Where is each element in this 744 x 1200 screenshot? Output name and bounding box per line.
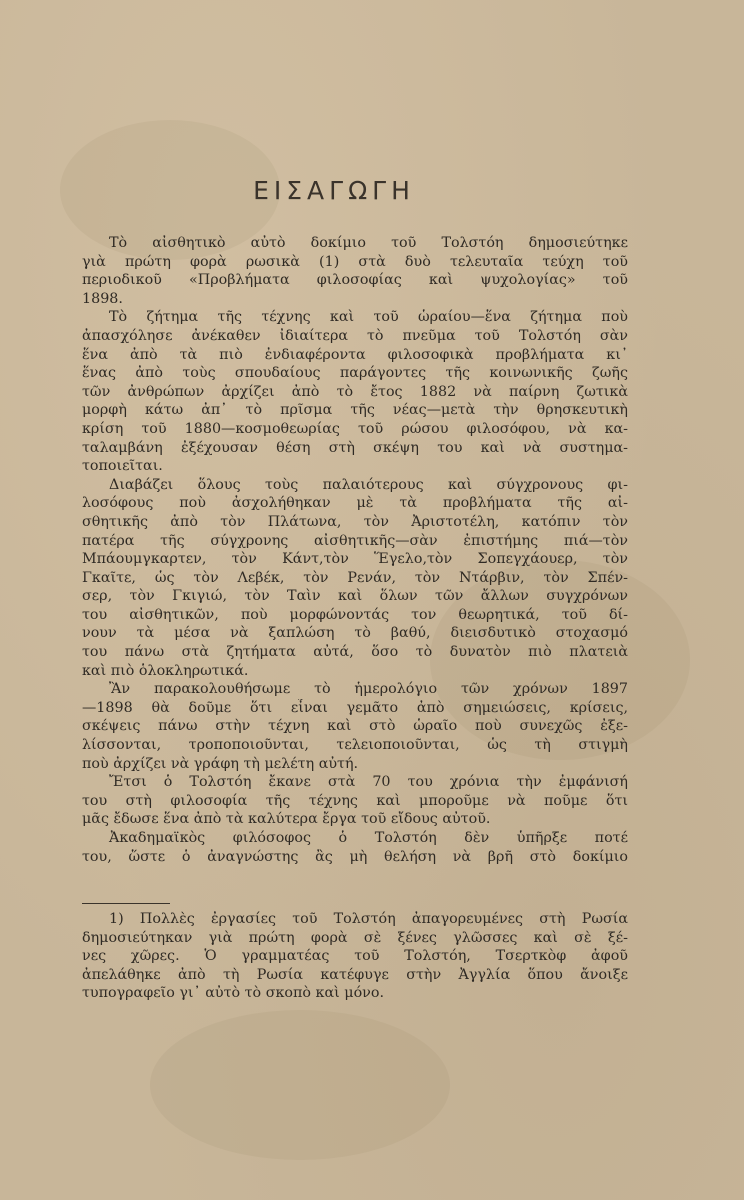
text-line: Ἔτσι ὁ Τολστόη ἔκανε στὰ 70 του χρόνια τὴν ἐμφάνισή: [109, 774, 628, 791]
text-line: σκέψεις πάνω στὴν τέχνη καὶ στὸ ὡραῖο ποὺ συνεχῶς ἐξε-: [82, 718, 628, 735]
text-line: Ἂν παρακολουθήσωμε τὸ ἡμερολόγιο τῶν χρόνων 1897: [109, 681, 628, 698]
footnote-line: νες χῶρες. Ὁ γραμματέας τοῦ Τολστόη, Τσερτκὸφ ἀφοῦ: [82, 948, 628, 965]
text-line: —1898 θὰ δοῦμε ὅτι εἶναι γεμᾶτο ἀπὸ σημειώσεις, κρίσεις,: [82, 699, 628, 716]
text-line: κρίση τοῦ 1880—κοσμοθεωρίας τοῦ ρώσου φιλοσόφου, νὰ κα-: [82, 420, 628, 437]
text-line: Τὸ ζήτημα τῆς τέχνης καὶ τοῦ ὡραίου—ἕνα ζήτημα ποὺ: [109, 309, 628, 326]
text-line: νουν τὰ μέσα νὰ ξαπλώση τὸ βαθύ, διεισδυτικὸ στοχασμό: [82, 625, 628, 642]
text-line: Τὸ αἰσθητικὸ αὐτὸ δοκίμιο τοῦ Τολστόη δημοσιεύτηκε: [109, 235, 628, 251]
footnote-line: ἀπελάθηκε ἀπὸ τὴ Ρωσία κατέφυγε στὴν Ἀγγλία ὅπου ἄνοιξε: [82, 966, 628, 983]
text-line: του πάνω στὰ ζητήματα αὐτά, ὅσο τὸ δυνατὸν πιὸ πλατειὰ: [82, 644, 628, 661]
text-line: ἀπασχόλησε ἀνέκαθεν ἰδιαίτερα τὸ πνεῦμα τοῦ Τολστόη σὰν: [82, 327, 628, 344]
text-line: του, ὥστε ὁ ἀναγνώστης ἂς μὴ θελήση νὰ βρῆ στὸ δοκίμιο: [82, 848, 628, 865]
text-line: τοποιεῖται.: [82, 458, 163, 475]
text-line: Ἀκαδημαϊκὸς φιλόσοφος ὁ Τολστόη δὲν ὑπῆρξε ποτέ: [109, 830, 628, 846]
text-line: του αἰσθητικῶν, ποὺ μορφώνοντάς τον θεωρητικά, τοῦ δί-: [82, 606, 628, 623]
main-text: [82, 234, 628, 866]
text-line: ποὺ ἀρχίζει νὰ γράφη τὴ μελέτη αὐτή.: [82, 755, 359, 772]
text-line: μᾶς ἔδωσε ἕνα ἀπὸ τὰ καλύτερα ἔργα τοῦ εἴδους αὐτοῦ.: [82, 811, 491, 828]
text-line: 1898.: [82, 290, 123, 307]
text-line: καὶ πιὸ ὁλοκληρωτικά.: [82, 662, 249, 679]
paper-stain: [150, 1010, 450, 1160]
text-line: ἕνα ἀπὸ τὰ πιὸ ἐνδιαφέροντα φιλοσοφικὰ προβλήματα κι᾽: [82, 346, 628, 363]
text-line: ἕνας ἀπὸ τοὺς σπουδαίους παράγοντες τῆς κοινωνικῆς ζωῆς: [82, 365, 628, 382]
text-line: σθητικῆς ἀπὸ τὸν Πλάτωνα, τὸν Ἀριστοτέλη, κατόπιν τὸν: [82, 513, 628, 530]
text-line: Γκαῖτε, ὡς τὸν Λεβέκ, τὸν Ρενάν, τὸν Ντάρβιν, τὸν Σπέν-: [82, 569, 628, 586]
text-line: περιοδικοῦ «Προβλήματα φιλοσοφίας καὶ ψυχολογίας» τοῦ: [82, 272, 628, 289]
text-line: λοσόφους ποὺ ἀσχολήθηκαν μὲ τὰ προβλήματα τῆς αἰ-: [82, 495, 628, 512]
footnote: [82, 910, 628, 1003]
page-title: ΕΙΣΑΓΩΓΗ: [253, 176, 415, 205]
text-line: Διαβάζει ὅλους τοὺς παλαιότερους καὶ σύγχρονους φι-: [109, 476, 628, 493]
text-line: σερ, τὸν Γκιγιώ, τὸν Ταὶν καὶ ὅλων τῶν ἄλλων συγχρόνων: [82, 588, 628, 605]
text-line: Μπάουμγκαρτεν, τὸν Κάντ,τὸν Ἕγελο,τὸν Σοπεγχάουερ, τὸν: [82, 551, 628, 568]
footnote-separator: [82, 903, 170, 904]
text-line: ταλαμβάνη ἐξέχουσαν θέση στὴ σκέψη του καὶ νὰ συστημα-: [82, 439, 628, 456]
text-line: μορφὴ κάτω ἀπ᾽ τὸ πρῖσμα τῆς νέας—μετὰ τὴν θρησκευτικὴ: [82, 402, 628, 419]
footnote-line: δημοσιεύτηκαν γιὰ πρώτη φορὰ σὲ ξένες γλῶσσες καὶ σὲ ξέ-: [82, 929, 628, 946]
footnote-line: 1) Πολλὲς ἐργασίες τοῦ Τολστόη ἀπαγορευμένες στὴ Ρωσία: [109, 911, 628, 927]
text-line: λίσσονται, τροποποιοῦνται, τελειοποιοῦνται, ὡς τὴ στιγμὴ: [82, 737, 628, 754]
text-line: γιὰ πρώτη φορὰ ρωσικὰ (1) στὰ δυὸ τελευταῖα τεύχη τοῦ: [82, 253, 628, 270]
footnote-line: τυπογραφεῖο γι᾽ αὐτὸ τὸ σκοπὸ καὶ μόνο.: [82, 985, 385, 1002]
text-line: πατέρα τῆς σύγχρονης αἰσθητικῆς—σὰν ἐπιστήμης πιά—τὸν: [82, 532, 628, 549]
text-line: τῶν ἀνθρώπων ἀρχίζει ἀπὸ τὸ ἔτος 1882 νὰ παίρνη ζωτικὰ: [82, 383, 628, 400]
text-line: του στὴ φιλοσοφία τῆς τέχνης καὶ μποροῦμε νὰ ποῦμε ὅτι: [82, 792, 628, 809]
